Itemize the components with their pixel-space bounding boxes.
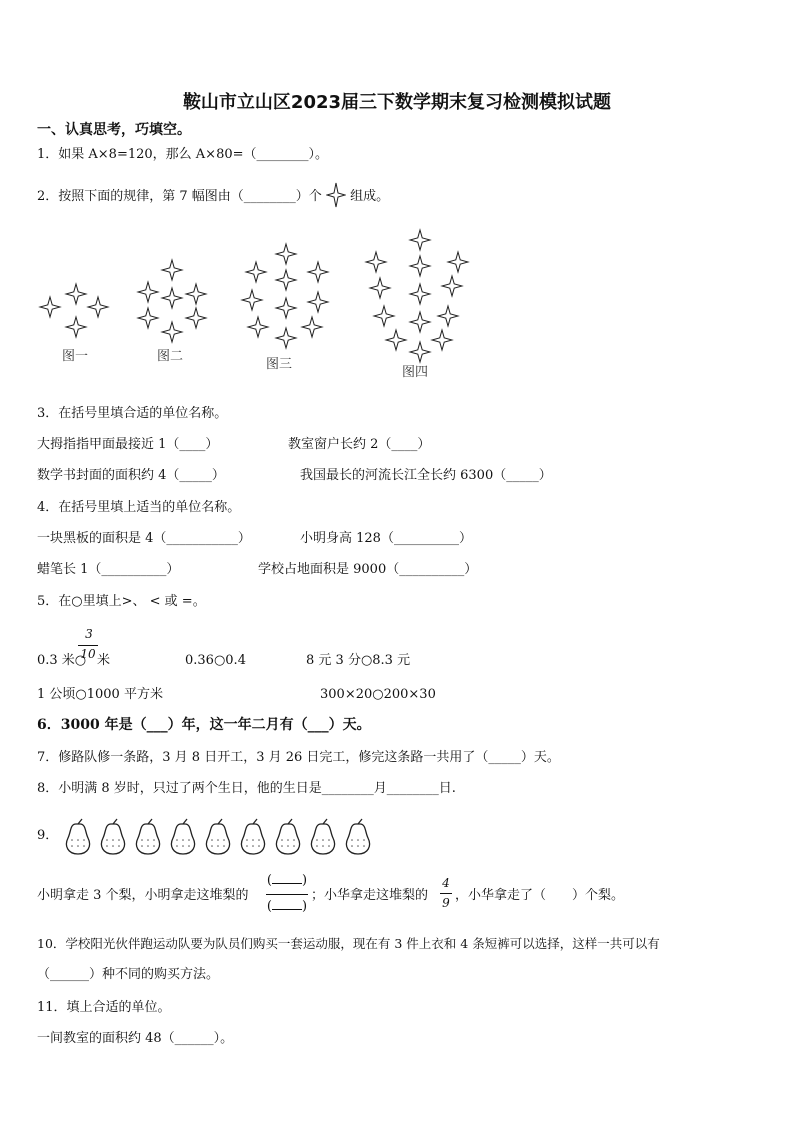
star-icon <box>88 297 108 317</box>
figure-label: 图三 <box>266 357 293 372</box>
star-icon <box>276 298 296 318</box>
star-icon <box>246 262 266 282</box>
question-3: 3．在括号里填合适的单位名称。 <box>37 406 228 421</box>
question-6: 6．3000 年是（___）年，这一年二月有（___）天。 <box>37 717 371 733</box>
star-icon <box>448 252 468 272</box>
star-icon <box>308 262 328 282</box>
star-icon <box>276 270 296 290</box>
pear-icon <box>311 819 334 854</box>
star-icon <box>410 230 430 250</box>
question-9-text-3: ，小华拿走了（ ）个梨。 <box>455 888 625 903</box>
question-5-item-1-unit: 米 <box>97 653 111 668</box>
question-5-item-5: 300×20○200×30 <box>320 687 436 702</box>
star-icon <box>326 182 346 208</box>
question-11: 11．填上合适的单位。 <box>37 1000 171 1015</box>
question-10-line-1: 10．学校阳光伙伴跑运动队要为队员们购买一套运动服，现在有 3 件上衣和 4 条短裤可以选择，这样一共可以有 <box>37 936 660 951</box>
question-9-text-1: 小明拿走 3 个梨，小明拿走这堆梨的 <box>37 888 249 903</box>
star-icon <box>276 244 296 264</box>
question-2-text: 2．按照下面的规律，第 7 幅图由（________）个 <box>37 189 322 204</box>
question-2 <box>37 182 389 208</box>
question-3-item-3: 数学书封面的面积约 4（_____） <box>37 468 225 483</box>
pear-row <box>60 816 380 858</box>
star-icon <box>366 252 386 272</box>
star-icon <box>386 330 406 350</box>
question-2-suffix: 组成。 <box>350 189 390 204</box>
star-icon <box>186 308 206 328</box>
blank-fraction-numerator: ( ) <box>266 873 308 888</box>
fraction-bar <box>440 893 452 894</box>
pear-icon <box>136 819 159 854</box>
pear-icon <box>171 819 194 854</box>
star-icon <box>162 260 182 280</box>
star-icon <box>370 278 390 298</box>
star-icon <box>40 297 60 317</box>
star-icon <box>248 317 268 337</box>
fraction-denominator: 9 <box>442 896 450 910</box>
star-icon <box>276 328 296 348</box>
figure-label: 图一 <box>62 349 89 364</box>
star-icon <box>162 288 182 308</box>
question-9-text-2: ；小华拿走这堆梨的 <box>311 888 429 903</box>
question-4-item-3: 蜡笔长 1（__________） <box>37 562 180 577</box>
star-icon <box>138 282 158 302</box>
star-icon <box>302 317 322 337</box>
star-icon <box>410 284 430 304</box>
blank-fraction-denominator: ( ) <box>266 899 308 914</box>
question-9-number: 9． <box>37 828 59 843</box>
question-5-item-1: 0.3 米○ <box>37 653 87 668</box>
question-1: 1．如果 A×8=120，那么 A×80=（________）。 <box>37 147 329 162</box>
star-icon <box>162 322 182 342</box>
pear-icon <box>276 819 299 854</box>
question-7: 7．修路队修一条路，3 月 8 日开工，3 月 26 日完工，修完这条路一共用了（_____）天。 <box>37 750 560 765</box>
star-icon <box>438 306 458 326</box>
question-4-item-4: 学校占地面积是 9000（__________） <box>258 562 478 577</box>
pear-icon <box>206 819 229 854</box>
star-icon <box>410 256 430 276</box>
star-icon <box>432 330 452 350</box>
pear-icon <box>66 819 89 854</box>
question-5: 5．在○里填上>、 < 或 =。 <box>37 594 206 609</box>
blank-fraction-bar <box>266 894 308 895</box>
question-4-item-1: 一块黑板的面积是 4（___________） <box>37 531 251 546</box>
star-icon <box>186 284 206 304</box>
fraction-denominator: 10 <box>80 647 96 661</box>
star-icon <box>410 342 430 362</box>
star-icon <box>442 276 462 296</box>
star-icon <box>66 317 86 337</box>
pear-icon <box>241 819 264 854</box>
star-icon <box>242 290 262 310</box>
star-pattern-figure <box>30 222 490 382</box>
star-icon <box>66 284 86 304</box>
figure-label: 图二 <box>157 349 184 364</box>
question-8: 8．小明满 8 岁时，只过了两个生日，他的生日是________月________日. <box>37 781 456 796</box>
question-3-item-2: 教室窗户长约 2（____） <box>288 437 431 452</box>
pear-icon <box>346 819 369 854</box>
fraction-numerator: 3 <box>85 627 93 641</box>
question-5-item-4: 1 公顷○1000 平方米 <box>37 687 163 702</box>
question-3-item-4: 我国最长的河流长江全长约 6300（_____） <box>300 468 552 483</box>
star-icon <box>308 292 328 312</box>
question-4-item-2: 小明身高 128（__________） <box>300 531 472 546</box>
fraction-bar <box>78 645 98 646</box>
section-heading: 一、认真思考，巧填空。 <box>37 122 191 138</box>
question-4: 4．在括号里填上适当的单位名称。 <box>37 500 241 515</box>
page-title: 鞍山市立山区2023届三下数学期末复习检测模拟试题 <box>182 92 612 113</box>
question-5-item-3: 8 元 3 分○8.3 元 <box>306 653 411 668</box>
question-5-item-2: 0.36○0.4 <box>185 653 246 668</box>
star-icon <box>410 312 430 332</box>
question-10-line-2: （______）种不同的购买方法。 <box>37 967 220 982</box>
pear-icon <box>101 819 124 854</box>
question-11-item: 一间教室的面积约 48（______）。 <box>37 1031 234 1046</box>
question-3-item-1: 大拇指指甲面最接近 1（____） <box>37 437 219 452</box>
fraction-numerator: 4 <box>442 876 450 890</box>
figure-label: 图四 <box>402 365 429 380</box>
star-icon <box>138 308 158 328</box>
star-icon <box>374 306 394 326</box>
